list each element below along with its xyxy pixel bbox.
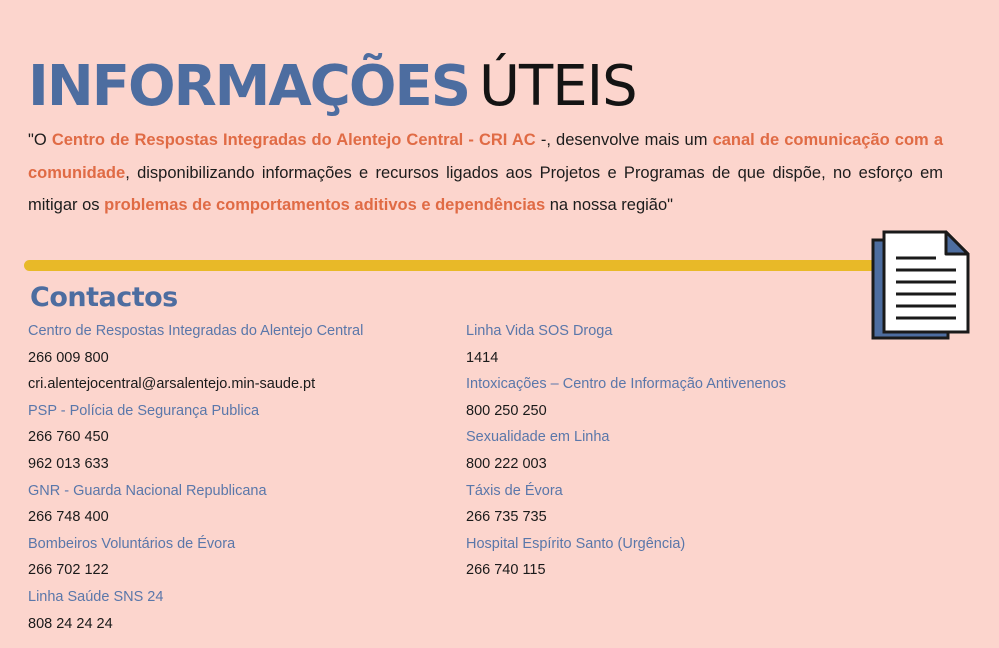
contact-hospital xyxy=(466,531,786,584)
intro-text: "O xyxy=(28,131,52,149)
contact-name: Intoxicações – Centro de Informação Antivenenos xyxy=(466,376,786,393)
page-title xyxy=(28,52,637,121)
contact-name: Sexualidade em Linha xyxy=(466,429,610,446)
document-icon xyxy=(868,226,972,342)
contact-taxis xyxy=(466,478,786,531)
contact-psp xyxy=(28,398,363,478)
contact-phone[interactable]: 266 760 450 xyxy=(28,429,109,446)
intro-text: -, desenvolve mais um xyxy=(535,131,713,149)
contact-phone[interactable]: 266 735 735 xyxy=(466,509,547,526)
intro-paragraph xyxy=(28,124,943,222)
contact-name: Hospital Espírito Santo (Urgência) xyxy=(466,535,686,552)
contact-phone[interactable]: 266 748 400 xyxy=(28,509,109,526)
contacts-column-left xyxy=(28,318,363,637)
page-title-light: ÚTEIS xyxy=(479,54,637,119)
contact-sns24 xyxy=(28,584,363,637)
contact-bombeiros xyxy=(28,531,363,584)
contact-sexualidade xyxy=(466,424,786,477)
contact-phone[interactable]: 808 24 24 24 xyxy=(28,615,113,632)
contact-gnr xyxy=(28,478,363,531)
contacts-heading: Contactos xyxy=(30,282,178,313)
intro-highlight-problems: problemas de comportamentos aditivos e dependências xyxy=(104,196,546,214)
intro-highlight-channel: canal de comunicação com a comunidade xyxy=(28,131,944,182)
contact-name: Linha Saúde SNS 24 xyxy=(28,588,164,605)
page-title-bold: INFORMAÇÕES xyxy=(28,54,470,119)
contact-name: GNR - Guarda Nacional Republicana xyxy=(28,482,267,499)
contact-phone[interactable]: 800 222 003 xyxy=(466,455,547,472)
contact-cri xyxy=(28,318,363,398)
contact-phone[interactable]: 962 013 633 xyxy=(28,455,109,472)
contacts-column-right xyxy=(466,318,786,584)
contact-name: Bombeiros Voluntários de Évora xyxy=(28,535,236,552)
contact-sos-droga xyxy=(466,318,786,371)
section-divider xyxy=(24,260,884,271)
contact-name: Centro de Respostas Integradas do Alentejo Central xyxy=(28,323,364,339)
intro-text: , disponibilizando informações e recursos ligados aos Projetos e Programas de que dispõe, no esforço em mitigar os xyxy=(28,163,943,214)
contact-name: Linha Vida SOS Droga xyxy=(466,323,613,339)
contact-antivenenos xyxy=(466,371,786,424)
contact-phone[interactable]: 266 740 115 xyxy=(466,562,546,579)
intro-highlight-cri: Centro de Respostas Integradas do Alentejo Central - CRI AC xyxy=(51,131,536,149)
contact-phone[interactable]: 266 009 800 xyxy=(28,349,109,366)
contact-phone[interactable]: 1414 xyxy=(466,349,499,366)
contact-email[interactable]: cri.alentejocentral@arsalentejo.min-saude.pt xyxy=(28,376,316,393)
contact-phone[interactable]: 266 702 122 xyxy=(28,562,109,579)
intro-text: na nossa região" xyxy=(545,196,674,214)
contact-name: Táxis de Évora xyxy=(466,482,563,499)
contact-name: PSP - Polícia de Segurança Publica xyxy=(28,402,260,419)
contact-phone[interactable]: 800 250 250 xyxy=(466,402,547,419)
